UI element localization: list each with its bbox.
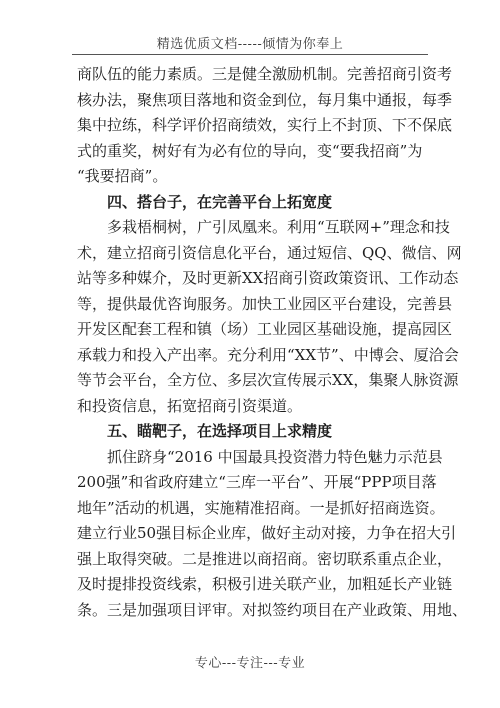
- text-line: 抓住跻身“2016 中国最具投资潜力特色魅力示范县: [77, 447, 443, 466]
- text-line: 站等多种媒介，及时更新XX招商引资政策资讯、工作动态: [77, 269, 459, 287]
- body-text: [77, 62, 468, 623]
- text-line: 建立行业50强目标企业库，做好主动对接，力争在招大引: [77, 524, 457, 542]
- text-line: 条。三是加强项目评审。对拟签约项目在产业政策、用地、: [77, 600, 468, 619]
- text-line: 开发区配套工程和镇（场）工业园区基础设施，提高园区: [77, 320, 453, 338]
- text-line: 多栽梧桐树，广引凤凰来。利用“互联网+”理念和技: [77, 218, 450, 236]
- section-heading-4: 四、搭台子，在完善平台上拓宽度: [77, 192, 333, 211]
- text-line: 核办法，聚焦项目落地和资金到位，每月集中通报，每季: [77, 90, 453, 109]
- header-divider: [72, 54, 428, 55]
- text-line: 200强”和省政府建立“三库一平台”、开展“PPP项目落: [77, 473, 437, 491]
- text-line: 术，建立招商引资信息化平台，通过短信、QQ、微信、网: [77, 243, 462, 262]
- text-line: “我要招商”。: [77, 167, 168, 185]
- text-line: 式的重奖，树好有为必有位的导向，变“要我招商”为: [77, 141, 423, 160]
- text-line: 等节会平台，全方位、多层次宣传展示XX，集聚人脉资源: [77, 371, 459, 389]
- page-footer: 专心---专注---专业: [194, 656, 306, 671]
- text-line: 商队伍的能力素质。三是健全激励机制。完善招商引资考: [77, 65, 453, 83]
- text-line: 和投资信息，拓宽招商引资渠道。: [77, 396, 303, 415]
- text-line: 集中拉练，科学评价招商绩效，实行上不封顶、下不保底: [77, 116, 453, 134]
- page-header: 精选优质文档-----倾情为你奉上: [156, 37, 344, 52]
- text-line: 地年”活动的机遇，实施精准招商。一是抓好招商选资。: [77, 498, 445, 517]
- text-line: 及时提排投资线索，积极引进关联产业，加粗延长产业链: [77, 575, 453, 593]
- text-line: 承载力和投入产出率。充分利用“XX节”、中博会、厦洽会: [77, 345, 459, 364]
- section-heading-5: 五、瞄靶子，在选择项目上求精度: [77, 422, 333, 440]
- text-line: 等，提供最优咨询服务。加快工业园区平台建设，完善县: [77, 294, 453, 313]
- text-line: 强上取得突破。二是推进以商招商。密切联系重点企业，: [77, 549, 453, 568]
